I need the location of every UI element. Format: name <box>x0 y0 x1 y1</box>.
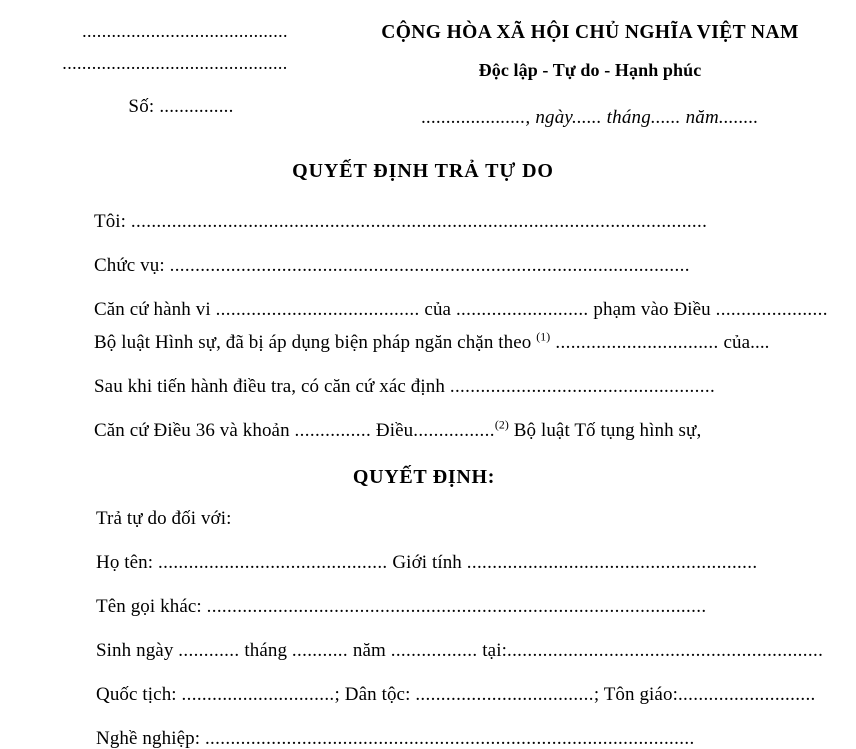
national-motto: Độc lập - Tự do - Hạnh phúc <box>478 60 702 80</box>
penal-code-of-label: của.... <box>718 332 770 353</box>
fullname-dots: ............................................. <box>158 552 388 573</box>
national-title: CỘNG HÒA XÃ HỘI CHỦ NGHĨA VIỆT NAM <box>381 22 799 43</box>
ethnicity-label: ; Dân tộc: <box>334 684 416 705</box>
birth-month-label: tháng <box>239 640 292 661</box>
penal-code-label: Bộ luật Hình sự, đã bị áp dụng biện pháp ngăn chặn theo <box>94 332 537 353</box>
birth-line <box>96 641 838 660</box>
issuing-agency-line-1: .......................................... <box>82 21 288 41</box>
nationality-dots: .............................. <box>181 684 335 705</box>
gender-dots: ......................................................... <box>466 552 758 573</box>
occupation-dots: ................................................................................................ <box>204 728 695 749</box>
basis-act-dots-3: ...................... <box>715 299 828 320</box>
release-subject-label: Trả tự do đối với: <box>96 508 232 529</box>
header-right-column <box>340 22 856 129</box>
fullname-line <box>96 553 838 572</box>
issuer-line <box>94 212 838 231</box>
article-clause-dots: ............... <box>294 420 372 441</box>
issuer-label: Tôi: <box>94 211 131 232</box>
penal-code-line <box>94 330 838 353</box>
alias-label: Tên gọi khác: <box>96 596 207 617</box>
article-mid-label: Điều <box>371 420 414 441</box>
alias-line <box>96 597 838 616</box>
religion-label: ; Tôn giáo: <box>593 684 678 705</box>
document-number-label: Số: ............... <box>128 96 234 117</box>
birth-month-dots: ........... <box>291 640 349 661</box>
place-and-date-line: ....................., ngày...... tháng...... năm........ <box>421 107 759 128</box>
issuing-agency-line-2: .............................................. <box>62 53 288 73</box>
investigation-line <box>94 377 838 396</box>
occupation-label: Nghề nghiệp: <box>96 728 205 749</box>
birth-year-label: năm <box>348 640 391 661</box>
document-header <box>0 0 856 129</box>
penal-code-dots: ................................ <box>550 332 719 353</box>
basis-act-dots-1: ........................................ <box>215 299 420 320</box>
header-left-column <box>0 22 340 116</box>
decision-heading: QUYẾT ĐỊNH: <box>352 466 496 488</box>
alias-dots: .................................................................................................. <box>206 596 707 617</box>
issuer-dots: ................................................................................................................. <box>130 211 708 232</box>
religion-dots: ........................... <box>677 684 816 705</box>
birth-year-dots: ................. <box>390 640 478 661</box>
birth-place-dots: .............................................................. <box>506 640 824 661</box>
investigation-dots: .................................................... <box>449 376 716 397</box>
basis-act-dots-2: .......................... <box>455 299 589 320</box>
nationality-line <box>96 685 838 704</box>
article-basis-line <box>94 418 838 441</box>
occupation-line <box>96 729 838 748</box>
fullname-label: Họ tên: <box>96 552 159 573</box>
birth-place-label: tại: <box>477 640 507 661</box>
article-number-dots: ................ <box>413 420 495 441</box>
basis-act-label: Căn cứ hành vi <box>94 299 216 320</box>
basis-act-line <box>94 300 838 319</box>
gender-label: Giới tính <box>387 552 467 573</box>
birth-day-label: Sinh ngày <box>96 640 179 661</box>
body-upper-block <box>0 212 856 440</box>
investigation-label: Sau khi tiến hành điều tra, có căn cứ xác định <box>94 376 450 397</box>
article-tail-label: Bộ luật Tố tụng hình sự, <box>508 420 702 441</box>
basis-act-of-label: của <box>419 299 456 320</box>
position-line <box>94 256 838 275</box>
article-basis-label: Căn cứ Điều 36 và khoản <box>94 420 295 441</box>
body-lower-block <box>0 509 856 748</box>
nationality-label: Quốc tịch: <box>96 684 182 705</box>
position-label: Chức vụ: <box>94 255 170 276</box>
ethnicity-dots: ................................... <box>415 684 594 705</box>
footnote-marker-2: (2) <box>494 418 509 432</box>
basis-act-violate-label: phạm vào Điều <box>588 299 716 320</box>
page-title: QUYẾT ĐỊNH TRẢ TỰ DO <box>292 160 554 182</box>
footnote-marker-1: (1) <box>536 330 551 344</box>
position-dots: ...................................................................................................... <box>169 255 690 276</box>
birth-day-dots: ............ <box>178 640 240 661</box>
